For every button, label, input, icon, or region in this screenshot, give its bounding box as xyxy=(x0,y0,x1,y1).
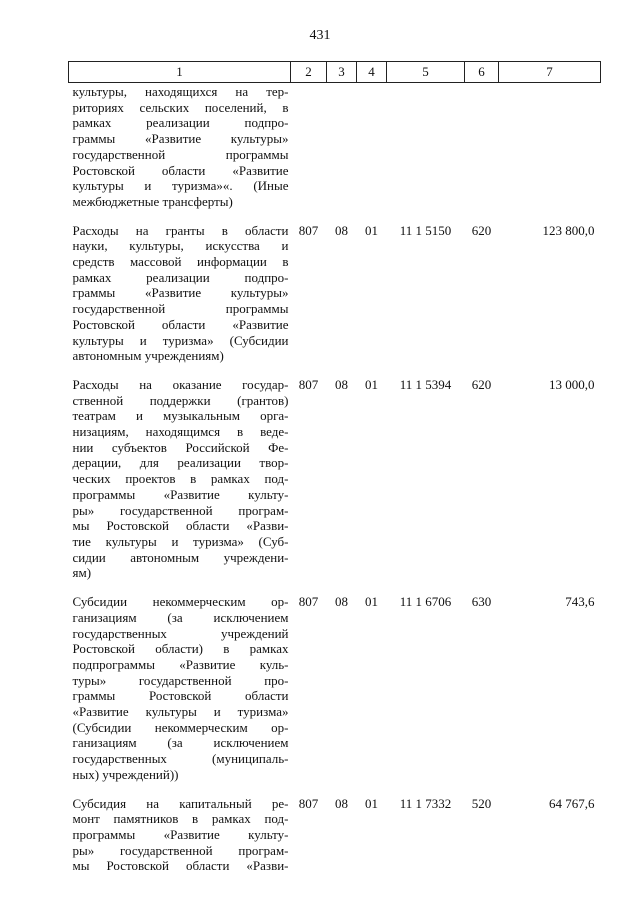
cell-ministry-code: 807 xyxy=(298,594,319,610)
row-description xyxy=(69,594,291,795)
cell-expense-type: 620 xyxy=(471,376,492,392)
description-line: межбюджетные трансферты) xyxy=(72,193,233,209)
description-line: Ростовской области «Развитие xyxy=(72,316,289,332)
description-line: автономным учреждениям) xyxy=(72,348,224,364)
cell-ministry-code: 807 xyxy=(298,222,319,238)
description-line: ганизациям (за исключением xyxy=(72,735,289,751)
description-line: ственной поддержки (грантов) xyxy=(72,392,289,408)
description-line: Ростовской области) в рамках xyxy=(72,641,289,657)
cell-section: 08 xyxy=(335,795,348,811)
cell-ministry-code: 807 xyxy=(298,795,319,811)
description-line: государственной программы xyxy=(72,301,289,317)
cell-expense-type: 620 xyxy=(471,222,492,238)
table-row xyxy=(69,223,601,377)
page-number: 431 xyxy=(309,28,331,43)
cell-amount xyxy=(499,83,601,223)
description-line: средств массовой информации в xyxy=(72,254,289,270)
description-line: тие культуры и туризма» (Суб- xyxy=(72,533,289,549)
column-header-4: 4 xyxy=(357,62,387,83)
cell-ministry-code: 807 xyxy=(298,376,319,392)
description-line: культуры и туризма» (Субсидии xyxy=(72,332,289,348)
description-line: (Субсидии некоммерческим ор- xyxy=(72,719,289,735)
column-header-1: 1 xyxy=(69,62,291,83)
description-line: ям) xyxy=(72,565,92,581)
description-line: мы Ростовской области «Разви- xyxy=(72,858,289,874)
cell-target-article: 11 1 5394 xyxy=(399,376,452,392)
description-line: рамках реализации подпро- xyxy=(72,115,289,131)
cell-target-article: 11 1 5150 xyxy=(399,222,452,238)
description-line: программы «Развитие культу- xyxy=(72,826,289,842)
description-line: граммы Ростовской области xyxy=(72,688,289,704)
cell-section xyxy=(327,83,357,223)
description-line: Ростовской области «Развитие xyxy=(72,162,289,178)
description-line: ры» государственной програм- xyxy=(72,842,289,858)
description-line: Расходы на гранты в области xyxy=(72,222,289,238)
description-line: граммы «Развитие культуры» xyxy=(72,285,289,301)
description-line: культуры, находящихся на тер- xyxy=(72,84,289,99)
cell-subsection: 01 xyxy=(365,376,378,392)
description-line: театрам и музыкальным орга- xyxy=(72,408,289,424)
cell-section: 08 xyxy=(335,594,348,610)
description-line: мы Ростовской области «Разви- xyxy=(72,518,289,534)
description-line: низациям, находящимся в веде- xyxy=(72,424,289,440)
table-row xyxy=(69,377,601,594)
description-line: ческих проектов в рамках под- xyxy=(72,471,289,487)
cell-amount: 123 800,0 xyxy=(542,222,595,238)
cell-amount: 743,6 xyxy=(565,594,595,610)
budget-table xyxy=(68,61,601,887)
table-row xyxy=(69,83,601,223)
cell-section: 08 xyxy=(335,222,348,238)
cell-amount: 64 767,6 xyxy=(549,795,595,811)
column-header-6: 6 xyxy=(465,62,499,83)
description-line: науки, культуры, искусства и xyxy=(72,238,289,254)
description-line: граммы «Развитие культуры» xyxy=(72,131,289,147)
description-line: ных) учреждений)) xyxy=(72,766,179,782)
cell-expense-type: 630 xyxy=(471,594,492,610)
row-description xyxy=(69,796,291,888)
cell-subsection: 01 xyxy=(365,795,378,811)
table-row xyxy=(69,594,601,795)
cell-section: 08 xyxy=(335,376,348,392)
cell-ministry-code xyxy=(291,83,327,223)
description-line: «Развитие культуры и туризма» xyxy=(72,704,289,720)
table-header-row xyxy=(69,62,601,83)
description-line: государственных учреждений xyxy=(72,625,289,641)
column-header-5: 5 xyxy=(387,62,465,83)
description-line: туры» государственной про- xyxy=(72,672,289,688)
column-header-3: 3 xyxy=(327,62,357,83)
description-line: государственной программы xyxy=(72,146,289,162)
cell-target-article: 11 1 7332 xyxy=(399,795,452,811)
cell-expense-type: 520 xyxy=(471,795,492,811)
description-line: ганизациям (за исключением xyxy=(72,609,289,625)
cell-subsection xyxy=(357,83,387,223)
description-line: монт памятников в рамках под- xyxy=(72,811,289,827)
description-line: нии субъектов Российской Фе- xyxy=(72,439,289,455)
cell-target-article xyxy=(387,83,465,223)
row-description xyxy=(69,83,291,223)
description-line: подпрограммы «Развитие куль- xyxy=(72,656,289,672)
column-header-2: 2 xyxy=(291,62,327,83)
cell-amount: 13 000,0 xyxy=(549,376,595,392)
description-line: ры» государственной програм- xyxy=(72,502,289,518)
cell-target-article: 11 1 6706 xyxy=(399,594,452,610)
column-header-7: 7 xyxy=(499,62,601,83)
description-line: культуры и туризма»«. (Иные xyxy=(72,178,289,194)
description-line: Расходы на оказание государ- xyxy=(72,376,289,392)
description-line: программы «Развитие культу- xyxy=(72,486,289,502)
description-line: дерации, для реализации твор- xyxy=(72,455,289,471)
table-row xyxy=(69,796,601,888)
description-line: рамках реализации подпро- xyxy=(72,269,289,285)
row-description xyxy=(69,377,291,594)
description-line: Субсидия на капитальный ре- xyxy=(72,795,289,811)
description-line: риториях сельских поселений, в xyxy=(72,99,289,115)
cell-expense-type xyxy=(465,83,499,223)
cell-subsection: 01 xyxy=(365,222,378,238)
description-line: Субсидии некоммерческим ор- xyxy=(72,594,289,610)
row-description xyxy=(69,223,291,377)
cell-subsection: 01 xyxy=(365,594,378,610)
description-line: сидии автономным учреждени- xyxy=(72,549,289,565)
description-line: государственных (муниципаль- xyxy=(72,751,289,767)
